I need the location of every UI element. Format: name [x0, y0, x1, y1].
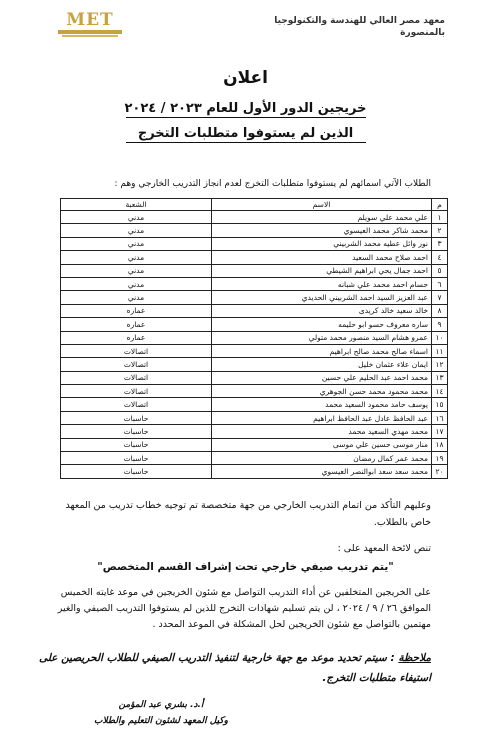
header-dept: الشعبة	[61, 199, 212, 211]
table-row	[61, 224, 448, 237]
cell-num: ٢٠	[432, 465, 448, 478]
cell-dept: حاسبات	[61, 425, 212, 438]
page-title: اعلان	[223, 68, 268, 88]
signatory-name: أ.د. بشري عبد المؤمن	[118, 700, 204, 710]
cell-num: ١١	[432, 344, 448, 357]
cell-dept: مدني	[61, 291, 212, 304]
cell-dept: اتصالات	[61, 344, 212, 357]
cell-dept: حاسبات	[61, 465, 212, 478]
table-row	[61, 452, 448, 465]
regulation-quote: "يتم تدريب صيفي خارجي تحت إشراف القسم المتخصص"	[97, 561, 394, 573]
cell-num: ٦	[432, 277, 448, 290]
cell-dept: حاسبات	[61, 438, 212, 451]
cell-dept: حاسبات	[61, 411, 212, 424]
table-row	[61, 398, 448, 411]
cell-name: محمد شاكر محمد العيسوي	[212, 224, 432, 237]
cell-name: احمد جمال يحي ابراهيم الشيطي	[212, 264, 432, 277]
subtitle-line-2: الذين لم يستوفوا متطلبات التخرج	[0, 126, 491, 143]
cell-name: يوسف حامد محمود السعيد محمد	[212, 398, 432, 411]
cell-name: خالد سعيد خالد كريدى	[212, 304, 432, 317]
cell-name: منار موسى حسين علي موسى	[212, 438, 432, 451]
table-row	[61, 371, 448, 384]
table-row	[61, 211, 448, 224]
institute-logo	[56, 10, 124, 40]
cell-name: احمد صلاح محمد السعيد	[212, 251, 432, 264]
table-row	[61, 251, 448, 264]
cell-num: ٢	[432, 224, 448, 237]
cell-num: ٤	[432, 251, 448, 264]
cell-dept: مدني	[61, 224, 212, 237]
cell-dept: اتصالات	[61, 385, 212, 398]
instruction-paragraph: وعليهم التأكد من اتمام التدريب الخارجي من جهة متخصصة تم توجيه خطاب تدريب من المعهد خاص بالطلاب.	[65, 500, 431, 528]
logo-underline	[62, 35, 118, 37]
table-row	[61, 318, 448, 331]
header-num: م	[432, 199, 448, 211]
cell-dept: اتصالات	[61, 358, 212, 371]
table-row	[61, 425, 448, 438]
table-row	[61, 331, 448, 344]
cell-num: ١٢	[432, 358, 448, 371]
cell-dept: عماره	[61, 331, 212, 344]
logo-text: MET	[66, 10, 114, 30]
signatory-position: وكيل المعهد لشئون التعليم والطلاب	[94, 716, 228, 726]
cell-dept: حاسبات	[61, 452, 212, 465]
cell-num: ١٩	[432, 452, 448, 465]
cell-name: عبد الحافظ عادل عبد الحافظ ابراهيم	[212, 411, 432, 424]
cell-name: ايمان علاء عثمان خليل	[212, 358, 432, 371]
note	[31, 648, 431, 688]
table-row	[61, 438, 448, 451]
cell-dept: مدني	[61, 237, 212, 250]
cell-name: محمد محمود محمد حسن الجوهري	[212, 385, 432, 398]
cell-num: ١٠	[432, 331, 448, 344]
cell-name: محمد مهدي السعيد محمد	[212, 425, 432, 438]
institute-header	[245, 15, 445, 39]
cell-dept: عماره	[61, 318, 212, 331]
table-row	[61, 277, 448, 290]
cell-num: ١٤	[432, 385, 448, 398]
cell-name: حسام احمد محمد علي شبانه	[212, 277, 432, 290]
cell-num: ٥	[432, 264, 448, 277]
cell-num: ١	[432, 211, 448, 224]
cell-dept: مدني	[61, 211, 212, 224]
cell-name: عمرو هشام السيد منصور محمد متولي	[212, 331, 432, 344]
regulation-intro: تنص لائحة المعهد على :	[337, 543, 431, 554]
table-row	[61, 465, 448, 478]
cell-num: ١٥	[432, 398, 448, 411]
deadline-paragraph: على الخريجين المتخلفين عن أداء التدريب التواصل مع شئون الخريجين في موعد غايته الخميس الموافق ٢٦ / ٩ / ٢٠٢٤ ، لن يتم تسليم شهادات التخرج للذين لم يستوفوا التدريب الصيفي والغير مهتمين بالتواصل مع شئون الخريجين لحل المشكلة في الموعد المحدد .	[57, 587, 431, 630]
cell-name: محمد سعد سعد ابوالنصر العيسوي	[212, 465, 432, 478]
intro-text: الطلاب الآتي اسمائهم لم يستوفوا متطلبات التخرج لعدم انجاز التدريب الخارجي وهم :	[114, 179, 431, 189]
cell-num: ٨	[432, 304, 448, 317]
cell-name: نور وائل عطيه محمد الشربيني	[212, 237, 432, 250]
cell-dept: اتصالات	[61, 398, 212, 411]
cell-name: محمد احمد عبد الحليم علي حسين	[212, 371, 432, 384]
cell-num: ١٦	[432, 411, 448, 424]
cell-num: ٧	[432, 291, 448, 304]
table-row	[61, 304, 448, 317]
cell-name: محمد عمر كمال رمضان	[212, 452, 432, 465]
institute-city: بالمنصورة	[400, 28, 445, 38]
note-text: : سيتم تحديد موعد مع جهة خارجية لتنفيذ التدريب الصيفي للطلاب الحريصين على استيفاء متطلبات التخرج.	[38, 652, 431, 684]
table-row	[61, 237, 448, 250]
cell-dept: مدني	[61, 251, 212, 264]
cell-name: اسماء صالح محمد صالح ابراهيم	[212, 344, 432, 357]
cell-name: علي محمد علي سويلم	[212, 211, 432, 224]
logo-bar	[58, 30, 122, 34]
table-header-row	[61, 199, 448, 211]
cell-dept: اتصالات	[61, 371, 212, 384]
cell-num: ١٣	[432, 371, 448, 384]
cell-dept: مدني	[61, 264, 212, 277]
cell-dept: مدني	[61, 277, 212, 290]
note-label: ملاحظة	[398, 652, 431, 664]
students-table	[60, 198, 448, 479]
cell-num: ١٨	[432, 438, 448, 451]
subtitle-line-1: خريجين الدور الأول للعام ٢٠٢٣ / ٢٠٢٤	[0, 101, 491, 118]
cell-name: ساره معروف حسو ابو حليمه	[212, 318, 432, 331]
institute-name: معهد مصر العالي للهندسة والتكنولوجيا	[274, 16, 445, 26]
header-name: الاسم	[212, 199, 432, 211]
table-row	[61, 411, 448, 424]
cell-num: ١٧	[432, 425, 448, 438]
cell-num: ٣	[432, 237, 448, 250]
signature-block	[86, 697, 236, 729]
cell-dept: عماره	[61, 304, 212, 317]
table-row	[61, 264, 448, 277]
cell-num: ٩	[432, 318, 448, 331]
table-row	[61, 291, 448, 304]
table-row	[61, 344, 448, 357]
table-row	[61, 358, 448, 371]
cell-name: عبد العزيز السيد احمد الشربيني الحديدي	[212, 291, 432, 304]
table-row	[61, 385, 448, 398]
